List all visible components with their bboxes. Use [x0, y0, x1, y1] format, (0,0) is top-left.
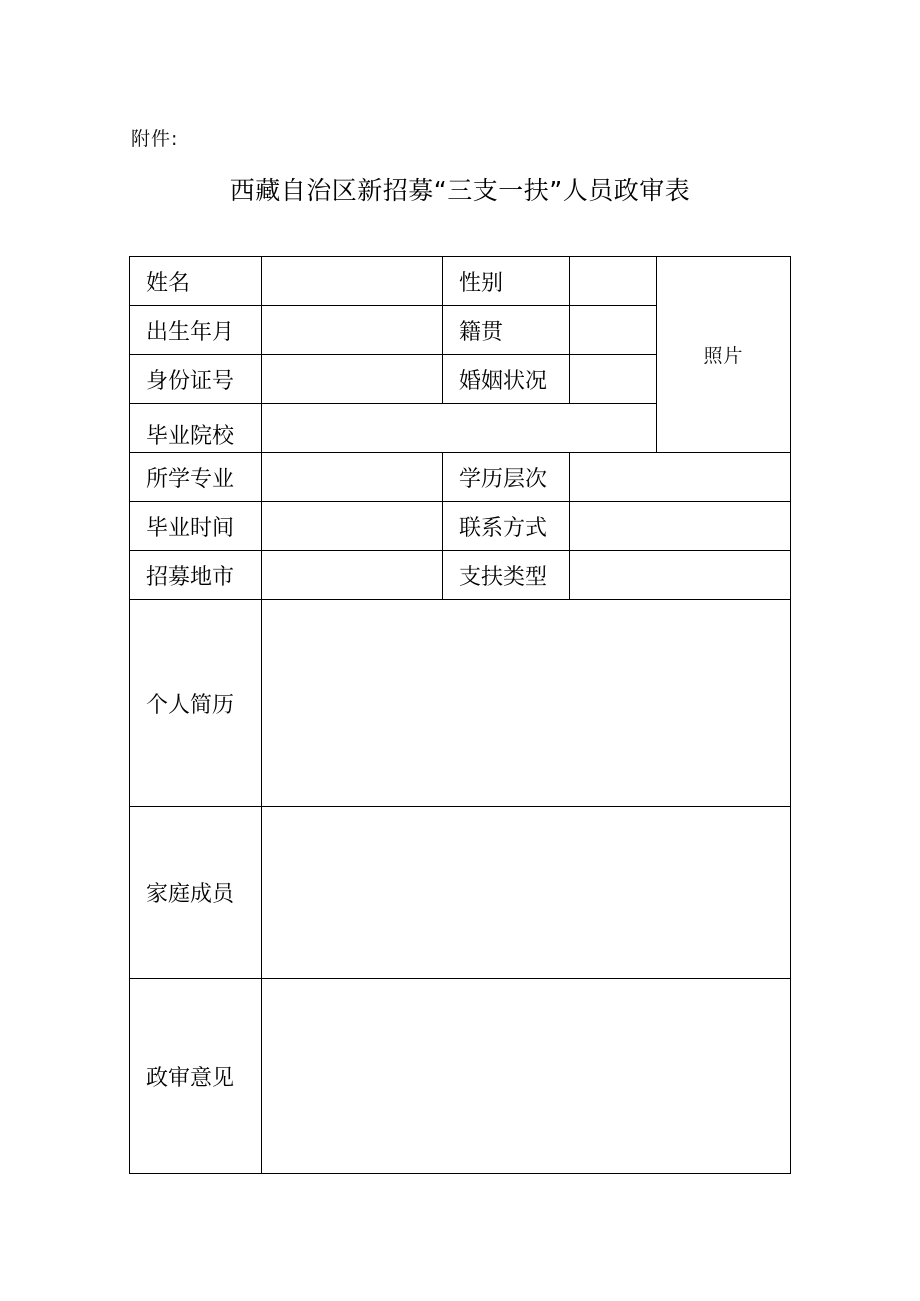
support-type-value — [570, 564, 790, 586]
resume-value — [262, 692, 790, 714]
attachment-label: 附件: — [131, 128, 179, 150]
support-type-label: 支扶类型 — [443, 551, 570, 600]
name-label: 姓名 — [130, 257, 262, 306]
family-members-value — [262, 882, 790, 904]
resume-label: 个人简历 — [130, 600, 262, 807]
school-field[interactable] — [262, 404, 657, 453]
contact-value — [570, 515, 790, 537]
native-place-field[interactable] — [570, 306, 657, 355]
id-number-field[interactable] — [262, 355, 443, 404]
recruit-city-value — [262, 564, 442, 586]
native-place-value — [570, 319, 656, 341]
name-value — [262, 270, 442, 292]
gender-field[interactable] — [570, 257, 657, 306]
id-number-value — [262, 368, 442, 390]
education-value — [570, 466, 790, 488]
family-members-label: 家庭成员 — [130, 807, 262, 979]
photo-box[interactable] — [657, 257, 791, 453]
gender-label: 性别 — [443, 257, 570, 306]
marital-status-label: 婚姻状况 — [443, 355, 570, 404]
birth-label: 出生年月 — [130, 306, 262, 355]
marital-status-field[interactable] — [570, 355, 657, 404]
education-field[interactable] — [570, 453, 791, 502]
family-members-field[interactable] — [262, 807, 791, 979]
graduation-time-label: 毕业时间 — [130, 502, 262, 551]
major-field[interactable] — [262, 453, 443, 502]
recruit-city-field[interactable] — [262, 551, 443, 600]
graduation-time-value — [262, 515, 442, 537]
form-title: 西藏自治区新招募“三支一扶”人员政审表 — [229, 176, 691, 205]
recruit-city-label: 招募地市 — [130, 551, 262, 600]
review-opinion-label: 政审意见 — [130, 979, 262, 1174]
review-opinion-field[interactable] — [262, 979, 791, 1174]
birth-value — [262, 319, 442, 341]
review-opinion-value — [262, 1065, 790, 1087]
school-label: 毕业院校 — [130, 404, 262, 453]
contact-label: 联系方式 — [443, 502, 570, 551]
photo-label: 照片 — [703, 345, 744, 367]
contact-field[interactable] — [570, 502, 791, 551]
major-label: 所学专业 — [130, 453, 262, 502]
native-place-label: 籍贯 — [443, 306, 570, 355]
id-number-label: 身份证号 — [130, 355, 262, 404]
marital-status-value — [570, 368, 656, 390]
graduation-time-field[interactable] — [262, 502, 443, 551]
major-value — [262, 466, 442, 488]
education-label: 学历层次 — [443, 453, 570, 502]
gender-value — [570, 270, 656, 292]
name-field[interactable] — [262, 257, 443, 306]
resume-field[interactable] — [262, 600, 791, 807]
support-type-field[interactable] — [570, 551, 791, 600]
birth-field[interactable] — [262, 306, 443, 355]
school-value — [262, 417, 656, 439]
political-review-form — [129, 256, 791, 1174]
